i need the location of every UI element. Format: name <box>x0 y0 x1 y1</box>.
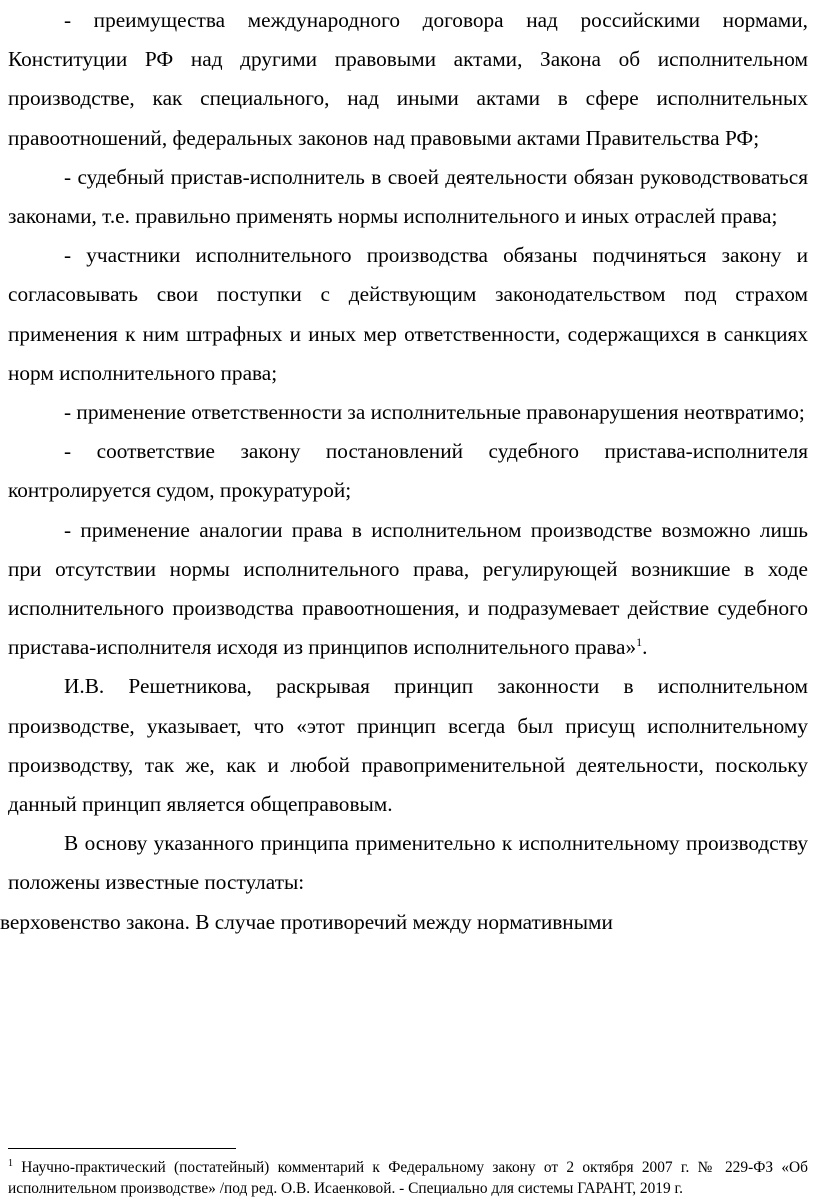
paragraph-analogy-of-law <box>8 511 808 668</box>
analogy-tail: . <box>642 635 648 660</box>
footnote <box>8 1157 808 1199</box>
paragraph-continuation: верховенство закона. В случае противоречий между нормативными <box>0 909 613 934</box>
footnote-reference: 1 <box>636 635 643 650</box>
paragraph-postulates: В основу указанного принципа применительно к исполнительному производству положены известные постулаты: <box>8 831 808 895</box>
paragraph-liability-inevitable: - применение ответственности за исполнительные правонарушения неотвратимо; <box>64 400 805 425</box>
paragraph-bailiff-duty: - судебный пристав-исполнитель в своей деятельности обязан руководствоваться законами, т.е. правильно применять нормы исполнительного и иных отраслей права; <box>8 164 808 229</box>
analogy-text: - применение аналогии права в исполнительном производстве возможно лишь при отсутствии нормы исполнительного права, регулирующей возникшие в ходе исполнительного производства правоотношения, и подразумевает действие судебного пристава-исполнителя исходя из принципов исполнительного права» <box>8 517 808 660</box>
footnote-divider <box>8 1148 236 1149</box>
paragraph-reshetnikova: И.В. Решетникова, раскрывая принцип законности в исполнительном производстве, указывает, что «этот принцип всегда был присущ исполнительному производству, так же, как и любой правоприменительной деятельности, поскольку данный принцип является общеправовым. <box>8 674 808 817</box>
footnote-marker: 1 <box>8 1157 13 1169</box>
paragraph-participants-obligation: - участники исполнительного производства обязаны подчиняться закону и согласовывать свои поступки с действующим законодательством под страхом применения к ним штрафных и иных мер ответственности, содержащихся в санкциях норм исполнительного права; <box>8 243 808 385</box>
footnote-text: Научно-практический (постатейный) комментарий к Федеральному закону от 2 октября 2007 г. № 229-ФЗ «Об исполнительном производстве» /под ред. О.В. Исаенковой. - Специально для системы ГАРАНТ, 2019 г. <box>8 1159 808 1197</box>
paragraph-court-control: - соответствие закону постановлений судебного пристава-исполнителя контролируется судом, прокуратурой; <box>8 439 808 503</box>
paragraph-treaty-supremacy: - преимущества международного договора над российскими нормами, Конституции РФ над другими правовыми актами, Закона об исполнительном производстве, как специального, над иными актами в сфере исполнительных правоотношений, федеральных законов над правовыми актами Правительства РФ; <box>8 8 808 150</box>
